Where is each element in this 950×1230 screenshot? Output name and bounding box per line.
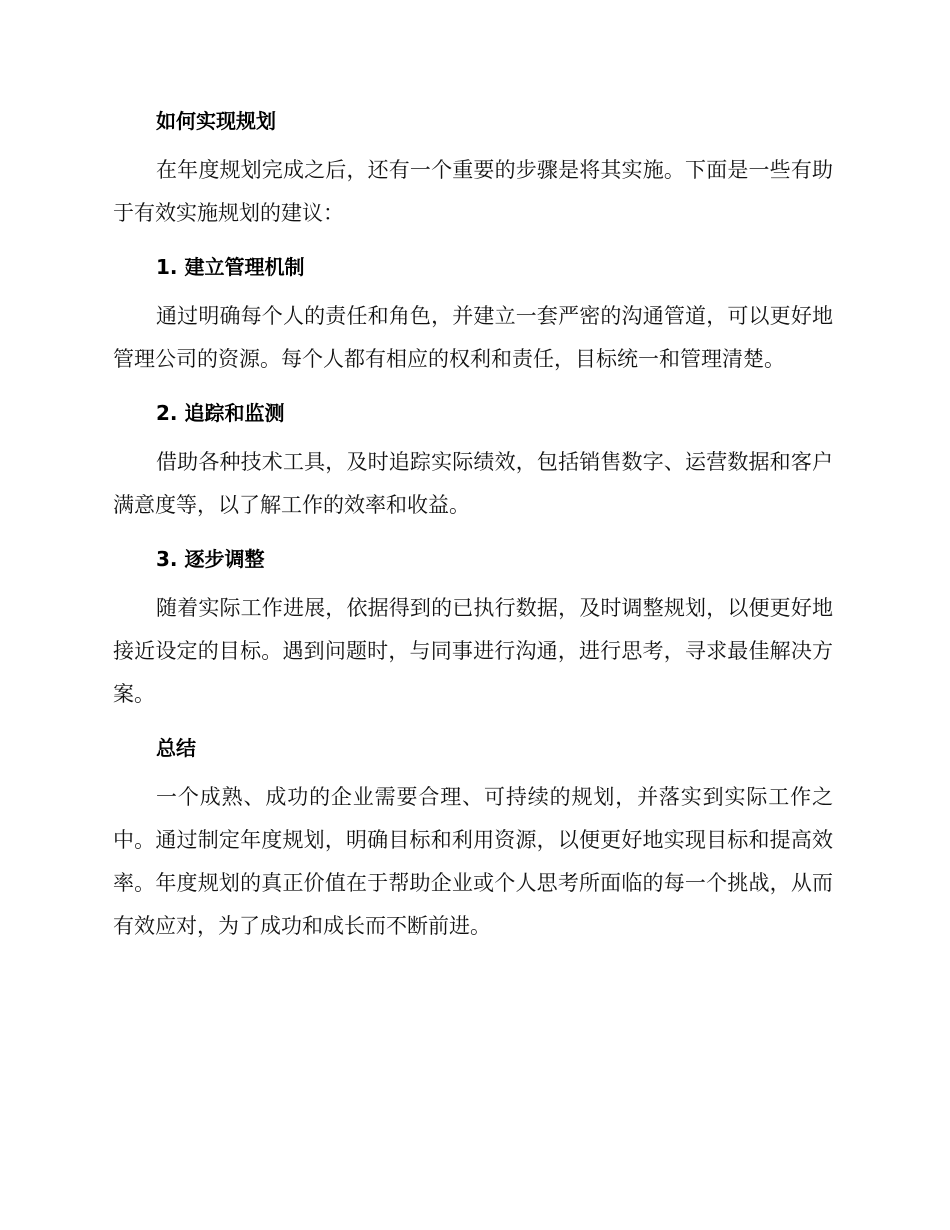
section-heading-summary: 总结 — [156, 736, 196, 760]
section-heading-tracking-monitoring: 2. 追踪和监测 — [156, 401, 285, 425]
document-page — [113, 105, 833, 948]
section-paragraph-tracking-monitoring: 借助各种技术工具，及时追踪实际绩效，包括销售数字、运营数据和客户满意度等，以了解工作的效率和收益。 — [113, 450, 833, 517]
section-heading-implementation: 如何实现规划 — [156, 109, 276, 133]
section-paragraph-management-mechanism: 通过明确每个人的责任和角色，并建立一套严密的沟通管道，可以更好地管理公司的资源。每个人都有相应的权利和责任，目标统一和管理清楚。 — [113, 304, 833, 371]
section-paragraph-gradual-adjustment: 随着实际工作进展，依据得到的已执行数据，及时调整规划，以便更好地接近设定的目标。遇到问题时，与同事进行沟通，进行思考，寻求最佳解决方案。 — [113, 596, 833, 706]
section-heading-management-mechanism: 1. 建立管理机制 — [156, 255, 305, 279]
section-heading-gradual-adjustment: 3. 逐步调整 — [156, 547, 265, 571]
section-paragraph-summary: 一个成熟、成功的企业需要合理、可持续的规划，并落实到实际工作之中。通过制定年度规划，明确目标和利用资源，以便更好地实现目标和提高效率。年度规划的真正价值在于帮助企业或个人思考所面临的每一个挑战，从而有效应对，为了成功和成长而不断前进。 — [113, 785, 833, 938]
section-paragraph-implementation: 在年度规划完成之后，还有一个重要的步骤是将其实施。下面是一些有助于有效实施规划的建议： — [113, 158, 833, 225]
